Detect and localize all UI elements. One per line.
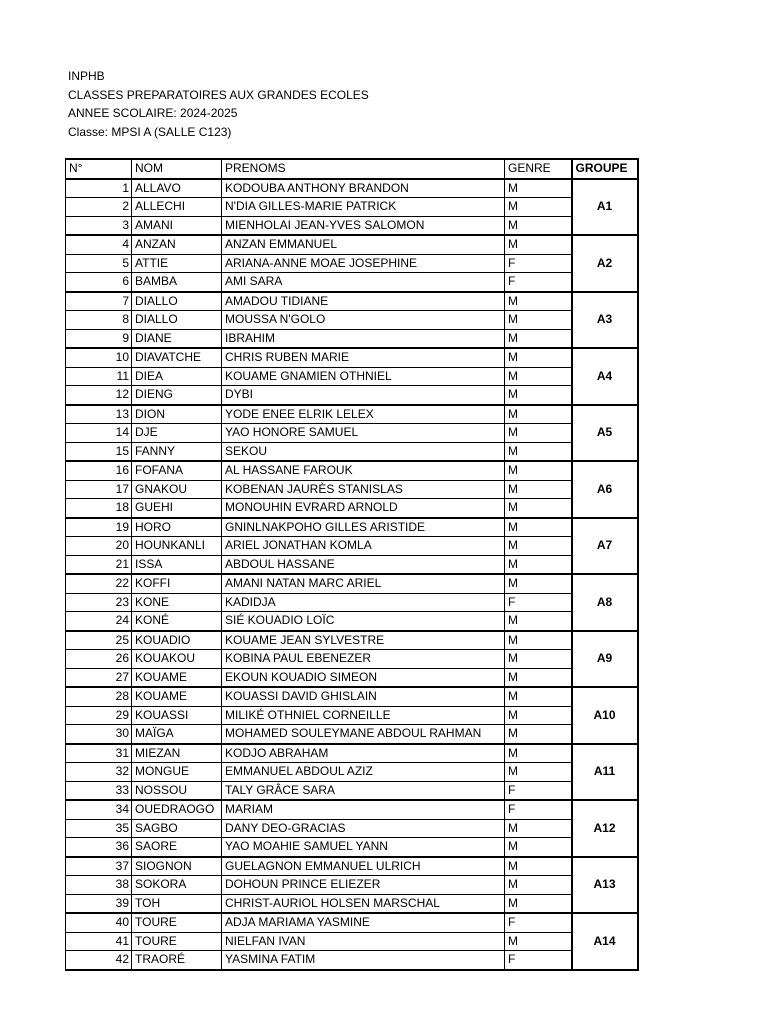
table-row [66, 518, 638, 537]
cell-num: 13 [66, 405, 132, 424]
cell-num: 5 [66, 254, 132, 273]
cell-genre: M [505, 329, 572, 348]
cell-nom: KOUAME [132, 687, 222, 706]
cell-num: 18 [66, 499, 132, 518]
cell-genre: F [505, 951, 572, 970]
table-row [66, 744, 638, 763]
cell-num: 37 [66, 857, 132, 876]
cell-genre: M [505, 668, 572, 687]
cell-nom: GNAKOU [132, 480, 222, 499]
table-row [66, 424, 638, 443]
cell-genre: F [505, 593, 572, 612]
table-row [66, 706, 638, 725]
cell-prenoms: TALY GRÂCE SARA [222, 781, 505, 800]
table-row [66, 273, 638, 292]
cell-prenoms: AMANI NATAN MARC ARIEL [222, 574, 505, 593]
cell-genre: M [505, 555, 572, 574]
table-row [66, 574, 638, 593]
table-row [66, 687, 638, 706]
group-label: A13 [572, 857, 638, 914]
cell-genre: M [505, 857, 572, 876]
table-row [66, 668, 638, 687]
table-row [66, 405, 638, 424]
cell-nom: HOUNKANLI [132, 537, 222, 556]
cell-prenoms: KOUAME GNAMIEN OTHNIEL [222, 367, 505, 386]
table-row [66, 480, 638, 499]
cell-prenoms: YASMINA FATIM [222, 951, 505, 970]
cell-nom: BAMBA [132, 273, 222, 292]
cell-nom: DIAVATCHE [132, 348, 222, 367]
cell-prenoms: N'DIA GILLES-MARIE PATRICK [222, 198, 505, 217]
cell-genre: F [505, 800, 572, 819]
cell-nom: DIEA [132, 367, 222, 386]
cell-num: 24 [66, 612, 132, 631]
table-row [66, 499, 638, 518]
cell-genre: M [505, 367, 572, 386]
cell-nom: HORO [132, 518, 222, 537]
cell-num: 2 [66, 198, 132, 217]
cell-nom: GUEHI [132, 499, 222, 518]
cell-prenoms: DYBI [222, 386, 505, 405]
cell-prenoms: EKOUN KOUADIO SIMEON [222, 668, 505, 687]
cell-num: 28 [66, 687, 132, 706]
cell-genre: F [505, 913, 572, 932]
cell-num: 17 [66, 480, 132, 499]
cell-prenoms: ARIANA-ANNE MOAE JOSEPHINE [222, 254, 505, 273]
column-header-num: N° [66, 159, 132, 179]
cell-prenoms: KADIDJA [222, 593, 505, 612]
cell-nom: TRAORÉ [132, 951, 222, 970]
cell-num: 31 [66, 744, 132, 763]
cell-genre: M [505, 179, 572, 198]
cell-nom: OUEDRAOGO [132, 800, 222, 819]
table-row [66, 329, 638, 348]
cell-prenoms: ABDOUL HASSANE [222, 555, 505, 574]
cell-nom: KOUAKOU [132, 650, 222, 669]
cell-prenoms: YAO MOAHIE SAMUEL YANN [222, 838, 505, 857]
cell-prenoms: GNINLNAKPOHO GILLES ARISTIDE [222, 518, 505, 537]
cell-nom: FANNY [132, 442, 222, 461]
cell-nom: KONE [132, 593, 222, 612]
table-row [66, 763, 638, 782]
cell-prenoms: AMADOU TIDIANE [222, 292, 505, 311]
group-label: A1 [572, 179, 638, 236]
cell-prenoms: KOUAME JEAN SYLVESTRE [222, 631, 505, 650]
cell-prenoms: KOBINA PAUL EBENEZER [222, 650, 505, 669]
cell-prenoms: GUELAGNON EMMANUEL ULRICH [222, 857, 505, 876]
table-row [66, 800, 638, 819]
cell-num: 34 [66, 800, 132, 819]
table-row [66, 650, 638, 669]
cell-num: 1 [66, 179, 132, 198]
cell-nom: DIALLO [132, 311, 222, 330]
group-label: A12 [572, 800, 638, 857]
cell-nom: DIANE [132, 329, 222, 348]
cell-prenoms: ADJA MARIAMA YASMINE [222, 913, 505, 932]
cell-genre: M [505, 216, 572, 235]
group-label: A8 [572, 574, 638, 631]
cell-genre: M [505, 518, 572, 537]
cell-genre: M [505, 461, 572, 480]
cell-genre: M [505, 348, 572, 367]
table-row [66, 386, 638, 405]
table-row [66, 292, 638, 311]
table-row [66, 442, 638, 461]
cell-prenoms: SEKOU [222, 442, 505, 461]
table-row [66, 819, 638, 838]
column-header-prenoms: PRENOMS [222, 159, 505, 179]
cell-num: 12 [66, 386, 132, 405]
cell-genre: M [505, 819, 572, 838]
table-row [66, 593, 638, 612]
cell-genre: M [505, 631, 572, 650]
cell-nom: SIOGNON [132, 857, 222, 876]
cell-genre: M [505, 386, 572, 405]
cell-nom: DION [132, 405, 222, 424]
cell-nom: TOURE [132, 913, 222, 932]
column-header-genre: GENRE [505, 159, 572, 179]
cell-nom: ISSA [132, 555, 222, 574]
cell-nom: AMANI [132, 216, 222, 235]
table-row [66, 838, 638, 857]
cell-genre: M [505, 292, 572, 311]
cell-prenoms: MOHAMED SOULEYMANE ABDOUL RAHMAN [222, 725, 505, 744]
cell-num: 39 [66, 894, 132, 913]
table-body [66, 179, 638, 970]
cell-genre: M [505, 424, 572, 443]
table-row [66, 951, 638, 970]
cell-num: 22 [66, 574, 132, 593]
cell-num: 10 [66, 348, 132, 367]
cell-genre: M [505, 442, 572, 461]
cell-num: 26 [66, 650, 132, 669]
cell-num: 30 [66, 725, 132, 744]
school-year: ANNEE SCOLAIRE: 2024-2025 [68, 106, 238, 120]
cell-num: 25 [66, 631, 132, 650]
cell-genre: M [505, 876, 572, 895]
cell-prenoms: IBRAHIM [222, 329, 505, 348]
table-row [66, 876, 638, 895]
cell-num: 11 [66, 367, 132, 386]
cell-prenoms: ARIEL JONATHAN KOMLA [222, 537, 505, 556]
cell-prenoms: MARIAM [222, 800, 505, 819]
cell-num: 36 [66, 838, 132, 857]
group-label: A11 [572, 744, 638, 801]
cell-num: 40 [66, 913, 132, 932]
cell-genre: M [505, 235, 572, 254]
program-title: CLASSES PREPARATOIRES AUX GRANDES ECOLES [68, 87, 369, 102]
cell-prenoms: MONOUHIN EVRARD ARNOLD [222, 499, 505, 518]
table-header-row [66, 159, 638, 179]
group-label: A2 [572, 235, 638, 292]
cell-num: 27 [66, 668, 132, 687]
cell-num: 33 [66, 781, 132, 800]
cell-num: 16 [66, 461, 132, 480]
cell-prenoms: CHRIS RUBEN MARIE [222, 348, 505, 367]
table-row [66, 367, 638, 386]
cell-prenoms: ANZAN EMMANUEL [222, 235, 505, 254]
cell-prenoms: DOHOUN PRINCE ELIEZER [222, 876, 505, 895]
cell-genre: M [505, 725, 572, 744]
group-label: A4 [572, 348, 638, 405]
cell-prenoms: EMMANUEL ABDOUL AZIZ [222, 763, 505, 782]
cell-genre: M [505, 744, 572, 763]
cell-nom: ANZAN [132, 235, 222, 254]
cell-nom: DIENG [132, 386, 222, 405]
table-row [66, 725, 638, 744]
cell-num: 35 [66, 819, 132, 838]
cell-num: 29 [66, 706, 132, 725]
cell-genre: M [505, 932, 572, 951]
cell-num: 41 [66, 932, 132, 951]
cell-genre: M [505, 311, 572, 330]
cell-num: 14 [66, 424, 132, 443]
table-row [66, 781, 638, 800]
cell-num: 32 [66, 763, 132, 782]
cell-nom: MONGUE [132, 763, 222, 782]
cell-num: 9 [66, 329, 132, 348]
cell-genre: M [505, 687, 572, 706]
cell-nom: SAGBO [132, 819, 222, 838]
cell-num: 8 [66, 311, 132, 330]
table-row [66, 198, 638, 217]
table-row [66, 216, 638, 235]
table-row [66, 612, 638, 631]
cell-genre: M [505, 612, 572, 631]
cell-num: 3 [66, 216, 132, 235]
cell-genre: M [505, 574, 572, 593]
cell-num: 15 [66, 442, 132, 461]
cell-nom: NOSSOU [132, 781, 222, 800]
cell-prenoms: KODJO ABRAHAM [222, 744, 505, 763]
table-row [66, 932, 638, 951]
table-row [66, 254, 638, 273]
cell-nom: TOH [132, 894, 222, 913]
institution-name: INPHB [68, 69, 105, 83]
class-name: Classe: MPSI A (SALLE C123) [68, 124, 232, 139]
cell-genre: M [505, 650, 572, 669]
column-header-nom: NOM [132, 159, 222, 179]
group-label: A7 [572, 518, 638, 575]
cell-prenoms: DANY DEO-GRACIAS [222, 819, 505, 838]
cell-prenoms: KOUASSI DAVID GHISLAIN [222, 687, 505, 706]
cell-num: 23 [66, 593, 132, 612]
cell-genre: M [505, 838, 572, 857]
cell-prenoms: MOUSSA N'GOLO [222, 311, 505, 330]
cell-nom: KOUASSI [132, 706, 222, 725]
table-row [66, 857, 638, 876]
table-row [66, 913, 638, 932]
group-label: A3 [572, 292, 638, 349]
column-header-groupe: GROUPE [572, 159, 638, 179]
table-row [66, 235, 638, 254]
cell-genre: F [505, 254, 572, 273]
cell-genre: F [505, 781, 572, 800]
table-row [66, 555, 638, 574]
cell-nom: FOFANA [132, 461, 222, 480]
cell-nom: MAÏGA [132, 725, 222, 744]
table-row [66, 311, 638, 330]
cell-nom: KONÉ [132, 612, 222, 631]
cell-nom: DJE [132, 424, 222, 443]
cell-num: 19 [66, 518, 132, 537]
table-row [66, 537, 638, 556]
cell-nom: MIEZAN [132, 744, 222, 763]
cell-genre: M [505, 480, 572, 499]
cell-prenoms: AMI SARA [222, 273, 505, 292]
cell-nom: KOUADIO [132, 631, 222, 650]
cell-genre: M [505, 499, 572, 518]
cell-nom: DIALLO [132, 292, 222, 311]
cell-nom: TOURE [132, 932, 222, 951]
cell-nom: KOUAME [132, 668, 222, 687]
cell-genre: M [505, 537, 572, 556]
cell-num: 7 [66, 292, 132, 311]
cell-prenoms: CHRIST-AURIOL HOLSEN MARSCHAL [222, 894, 505, 913]
cell-nom: KOFFI [132, 574, 222, 593]
document-header [68, 67, 369, 141]
cell-genre: M [505, 405, 572, 424]
group-label: A9 [572, 631, 638, 688]
group-label: A5 [572, 405, 638, 462]
cell-genre: F [505, 273, 572, 292]
cell-nom: ATTIE [132, 254, 222, 273]
cell-num: 42 [66, 951, 132, 970]
cell-num: 21 [66, 555, 132, 574]
cell-nom: ALLECHI [132, 198, 222, 217]
table-row [66, 179, 638, 198]
cell-genre: M [505, 706, 572, 725]
table-row [66, 461, 638, 480]
cell-nom: SOKORA [132, 876, 222, 895]
cell-prenoms: MIENHOLAI JEAN-YVES SALOMON [222, 216, 505, 235]
cell-prenoms: YODE ENEE ELRIK LELEX [222, 405, 505, 424]
cell-num: 6 [66, 273, 132, 292]
cell-num: 20 [66, 537, 132, 556]
table-row [66, 894, 638, 913]
cell-prenoms: KOBENAN JAURÈS STANISLAS [222, 480, 505, 499]
cell-prenoms: AL HASSANE FAROUK [222, 461, 505, 480]
cell-prenoms: MILIKÉ OTHNIEL CORNEILLE [222, 706, 505, 725]
cell-genre: M [505, 763, 572, 782]
cell-prenoms: NIELFAN IVAN [222, 932, 505, 951]
cell-num: 4 [66, 235, 132, 254]
cell-nom: ALLAVO [132, 179, 222, 198]
cell-prenoms: YAO HONORE SAMUEL [222, 424, 505, 443]
cell-genre: M [505, 894, 572, 913]
group-label: A6 [572, 461, 638, 518]
student-roster-table [65, 158, 639, 971]
table-row [66, 631, 638, 650]
cell-nom: SAORE [132, 838, 222, 857]
cell-prenoms: KODOUBA ANTHONY BRANDON [222, 179, 505, 198]
cell-prenoms: SIÉ KOUADIO LOÏC [222, 612, 505, 631]
cell-genre: M [505, 198, 572, 217]
group-label: A14 [572, 913, 638, 970]
group-label: A10 [572, 687, 638, 744]
cell-num: 38 [66, 876, 132, 895]
table-row [66, 348, 638, 367]
